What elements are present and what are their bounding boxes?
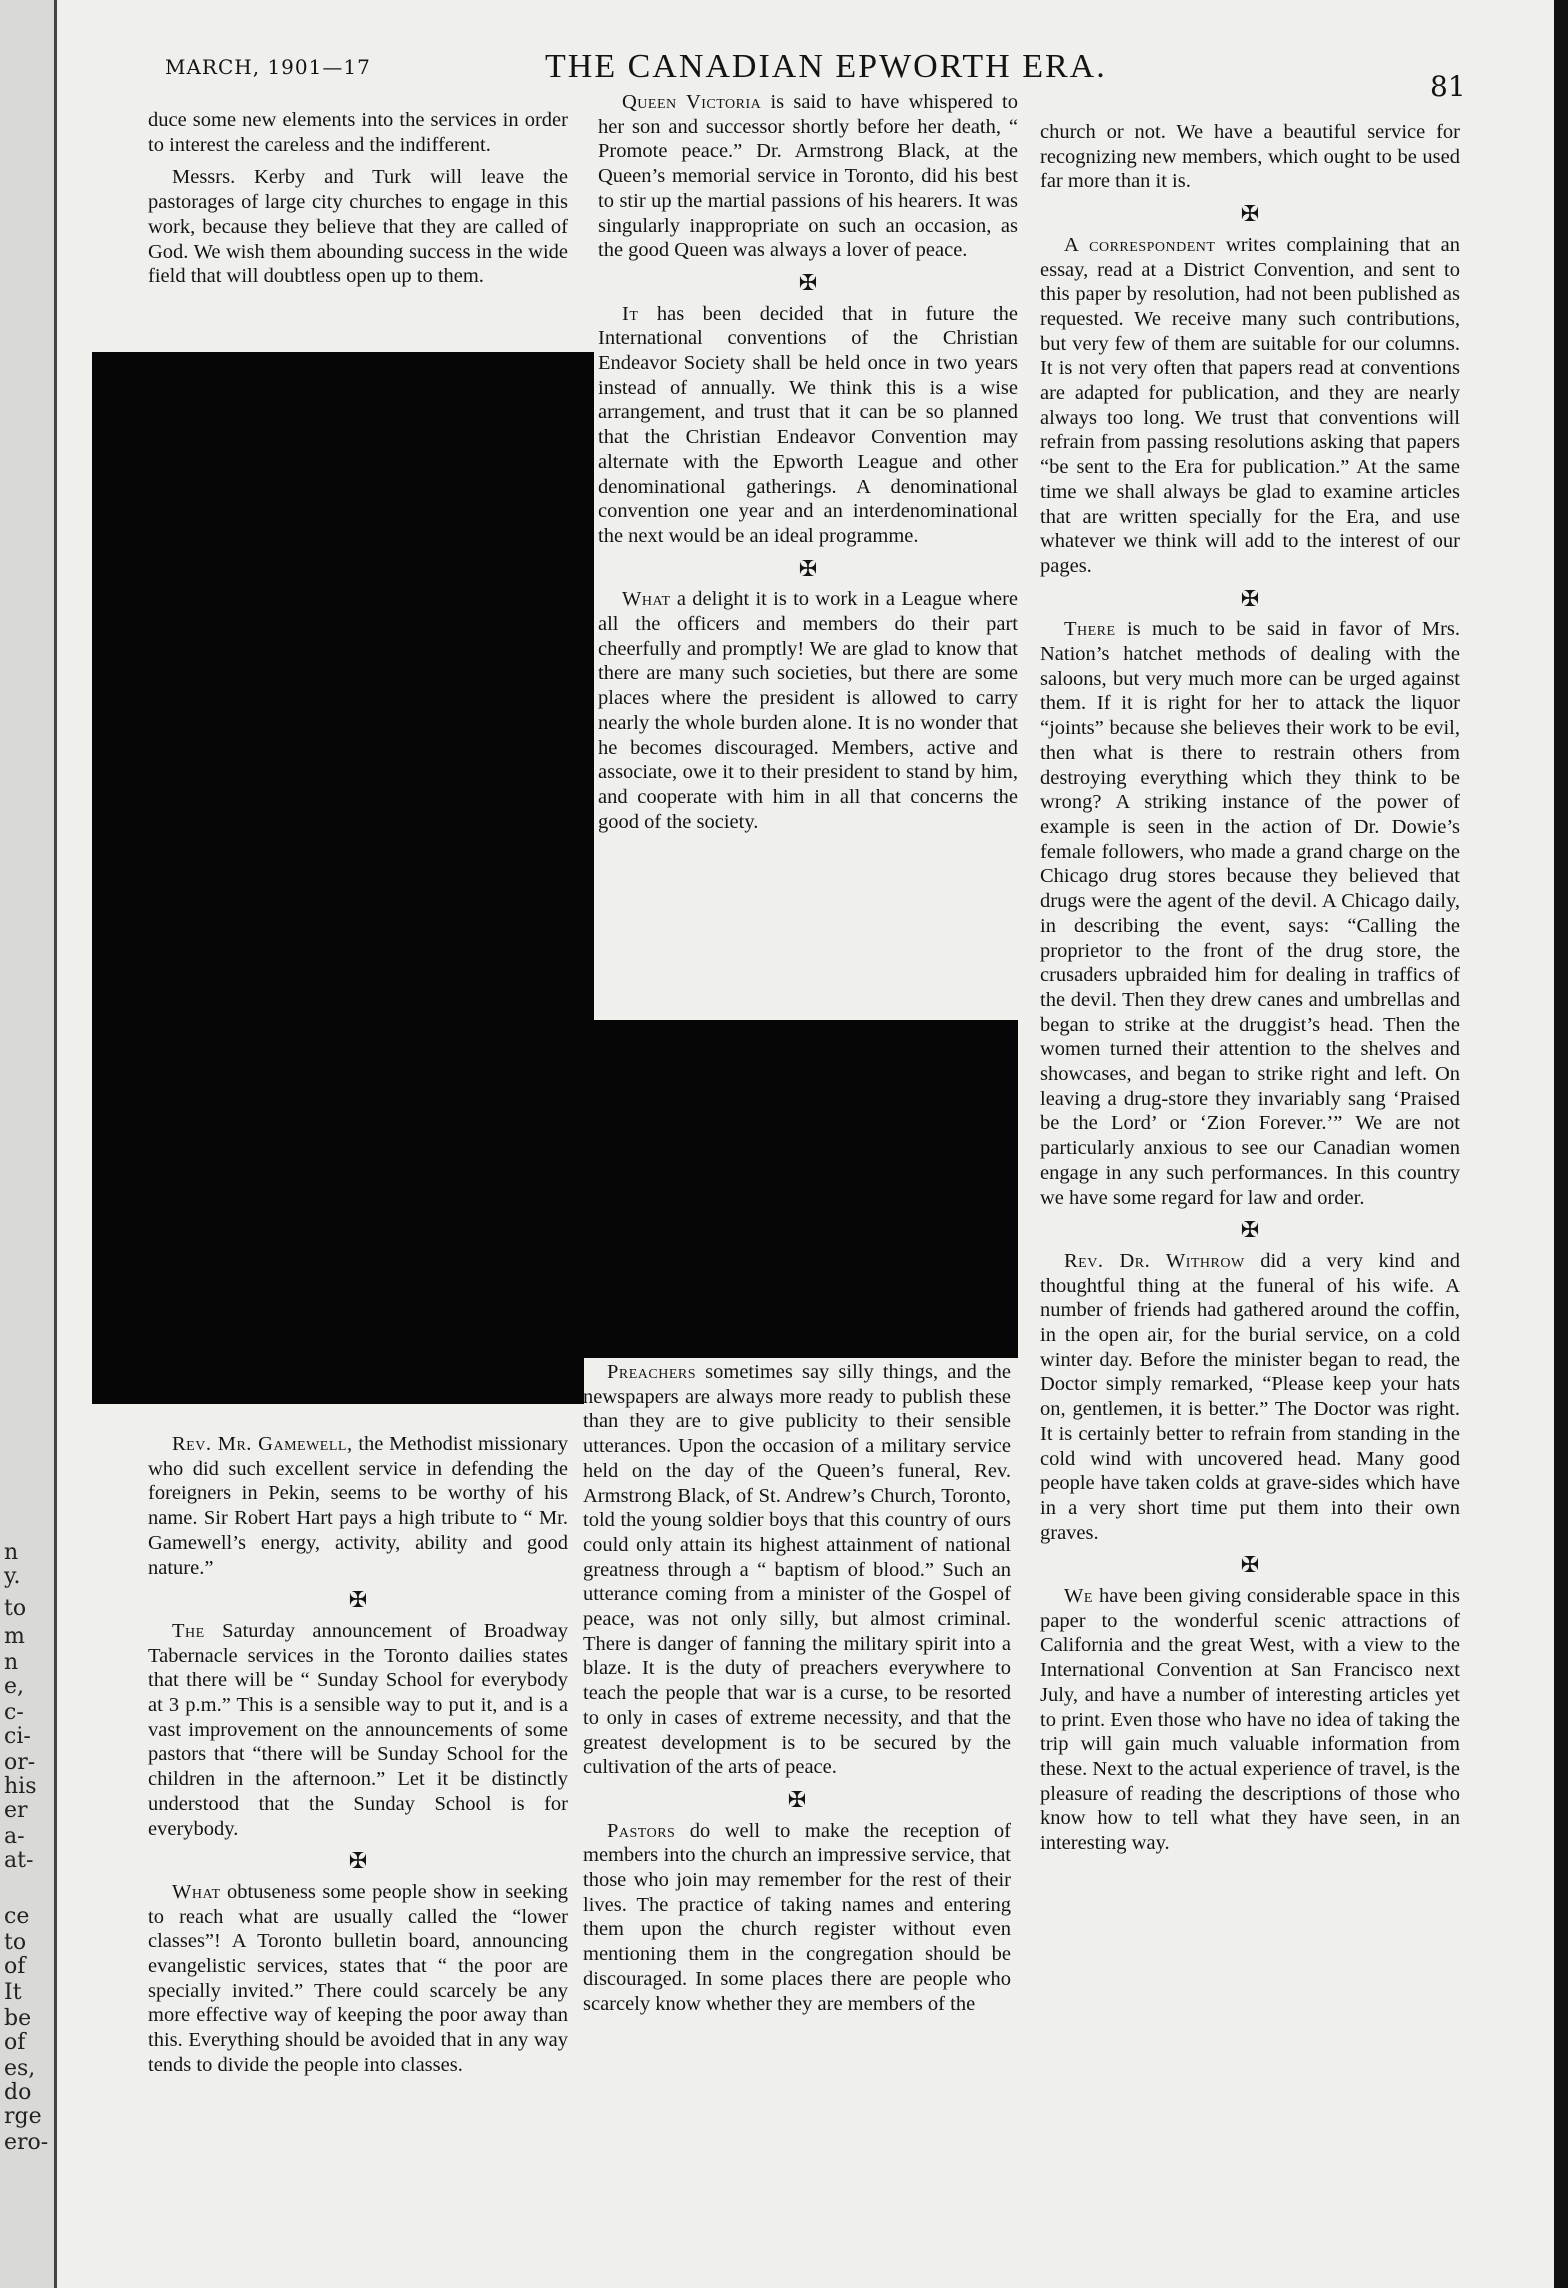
lead-words: There <box>1064 618 1116 641</box>
paragraph-text: a delight it is to work in a League where all the officers and members do their part cheerfully and promptly! We are glad to know that there are many such societies, but there are some places where the president is allowed to carry nearly the whole burden alone. It is no wonder that he becomes discouraged. Members, active and associate, owe it to their president to stand by him, and cooperate with him in all that concerns the good of the society. <box>598 588 1018 833</box>
previous-page-gutter <box>0 0 57 2288</box>
gutter-text-fragment: y. <box>4 1564 21 1589</box>
blackout-region-left <box>92 352 584 1404</box>
paragraph-text: has been decided that in future the International conventions of the Christian Endeavor Society shall be held once in two years instead of annually. We think this is a wise arrangement, and trust that it can be so planned that the Christian Endeavor Convention may alternate with the Epworth League and other denominational gatherings. A denominational convention one year and an interdenominational the next would be an ideal programme. <box>598 302 1018 547</box>
paragraph-text: is said to have whispered to her son and successor shortly before her death, “ Promote peace.” Dr. Armstrong Black, at the Queen’s memorial service in Toronto, did his best to stir up the martial passions of his hearers. It was singularly inappropriate on such an occasion, as the good Queen was always a lover of peace. <box>598 91 1018 262</box>
article-paragraph <box>1040 233 1460 579</box>
article-paragraph <box>148 1432 568 1580</box>
column-middle-top <box>598 90 1018 842</box>
gutter-text-fragment: e, <box>4 1674 25 1699</box>
article-paragraph <box>1040 617 1460 1210</box>
lead-words: The <box>172 1619 205 1642</box>
gutter-text-fragment: es, <box>4 2056 36 2081</box>
article-paragraph <box>583 1360 1011 1780</box>
column-middle-bottom <box>583 1360 1011 2024</box>
section-ornament: ✠ <box>1240 1552 1260 1578</box>
column-right <box>1040 120 1460 1864</box>
gutter-text-fragment: to <box>4 1930 27 1955</box>
lead-words: What <box>172 1880 221 1903</box>
gutter-text-fragment: n <box>4 1650 19 1675</box>
article-paragraph <box>148 1619 568 1841</box>
paragraph-text: writes complaining that an essay, read at a District Convention, and sent to this paper by resolution, had not been published as requested. We receive many such contributions, but very few of them are suitable for our columns. It is not very often that papers read at conventions are adapted for publication, and they are nearly always too long. We trust that conventions will refrain from passing resolutions asking that papers “be sent to the Era for publication.” At the same time we shall always be glad to examine articles that are written specially for the Era, and use whatever we think will add to the interest of our pages. <box>1040 233 1461 577</box>
paragraph-text: obtuseness some people show in seeking to reach what are usually called the “lower classes”! A Toronto bulletin board, announcing evangelistic services, states that “ the poor are specially invited.” There could scarcely be any more effective way of keeping the poor away than this. Everything should be avoided that in any way tends to divide the people into classes. <box>148 1880 568 2076</box>
article-paragraph <box>1040 1584 1460 1856</box>
paragraph-text: is much to be said in favor of Mrs. Nation’s hatchet methods of dealing with the saloons, but very much more can be urged against them. If it is right for her to attack the liquor “joints” because she believes their work to be evil, then what is there to restrain others from destroying everything which they think to be wrong? A striking instance of the power of example is seen in the action of Dr. Dowie’s female followers, who made a grand charge on the Chicago drug stores because they believed that drugs were the agent of the devil. A Chicago daily, in describing the event, says: “Calling the proprietor to the front of the drug store, the crusaders upbraided him for dealing in traffics of the devil. Then they drew canes and umbrellas and began to strike at the druggist’s head. Then the women turned their attention to the shelves and showcases, and began to strike right and left. On leaving a drug-store they invariably sang ‘Praised be the Lord’ or ‘Zion Forever.’” We are not particularly anxious to see our Canadian women engage in any such performances. In this country we have some regard for law and order. <box>1040 618 1460 1209</box>
section-ornament: ✠ <box>787 1786 807 1812</box>
section-ornament: ✠ <box>348 1848 368 1874</box>
column-left-top <box>148 108 568 297</box>
article-paragraph <box>598 302 1018 549</box>
article-paragraph <box>1040 1249 1460 1545</box>
paragraph-text: sometimes say silly things, and the newspapers are always more ready to publish these than they are to give publicity to their sensible utterances. Upon the occasion of a military service held on the day of the Queen’s funeral, Rev. Armstrong Black, of St. Andrew’s Church, Toronto, told the young soldier boys that this country of ours could only attain its highest attainment of national greatness through a “ baptism of blood.” Such an utterance coming from a minister of the Gospel of peace, was not only silly, but almost criminal. There is danger of fanning the military spirit into a blaze. It is the duty of preachers everywhere to teach the people that war is a curse, to be resorted to only in cases of extreme necessity, and that the greatest development is to be secured by the cultivation of the arts of peace. <box>583 1361 1011 1779</box>
paragraph-text: do well to make the reception of members into the church an impressive service, that those who join may remember for the rest of their lives. The practice of taking names and entering them upon the church register without even mentioning them in the congregation should be discouraged. In some places there are people who scarcely know whether they are members of the <box>583 1819 1011 2015</box>
gutter-text-fragment: be <box>4 2006 32 2031</box>
article-paragraph <box>148 1880 568 2078</box>
section-ornament: ✠ <box>348 1587 368 1613</box>
gutter-text-fragment: n <box>4 1540 19 1565</box>
gutter-text-fragment: of <box>4 2030 26 2055</box>
paragraph-text: church or not. We have a beautiful service for recognizing new members, which ought to be used far more than it is. <box>1040 121 1460 193</box>
paragraph-text: have been giving considerable space in this paper to the wonderful scenic attractions of California and the great West, with a view to the International Convention at San Francisco next July, and have a number of interesting articles yet to print. Even those who have no idea of taking the trip will gain much valuable information from these. Next to the actual experience of travel, is the pleasure of reading the descriptions of those who know how to tell what they have seen, in an interesting way. <box>1040 1585 1460 1855</box>
gutter-text-fragment: his <box>4 1774 37 1799</box>
section-ornament: ✠ <box>798 555 818 581</box>
gutter-text-fragment: m <box>4 1624 25 1649</box>
lead-words: We <box>1064 1585 1093 1608</box>
lead-words: Preachers <box>607 1361 697 1383</box>
article-paragraph <box>148 165 568 289</box>
section-ornament: ✠ <box>1240 1217 1260 1243</box>
paragraph-text: Messrs. Kerby and Turk will leave the pastorages of large city churches to engage in this work, because they believe that they are called of God. We wish them abounding success in the wide field that will doubtless open up to them. <box>148 166 568 288</box>
section-ornament: ✠ <box>798 269 818 295</box>
gutter-text-fragment: or- <box>4 1750 36 1775</box>
gutter-text-fragment: c- <box>4 1700 24 1725</box>
paragraph-text: duce some new elements into the services in order to interest the careless and the indifferent. <box>148 109 568 156</box>
article-paragraph <box>598 587 1018 834</box>
section-ornament: ✠ <box>1240 585 1260 611</box>
gutter-text-fragment: It <box>4 1980 22 2005</box>
article-paragraph <box>1040 120 1460 194</box>
lead-words: Queen Victoria <box>622 91 762 113</box>
page-edge-shadow <box>1554 0 1568 2288</box>
lead-words: It <box>622 302 639 325</box>
masthead-title: THE CANADIAN EPWORTH ERA. <box>545 48 1107 85</box>
paragraph-text: the Methodist missionary who did such excellent service in defending the foreigners in Pekin, seems to be worthy of his name. Sir Robert Hart pays a high tribute to “ Mr. Gamewell’s energy, activity, ability and good nature.” <box>148 1433 569 1579</box>
gutter-text-fragment: to <box>4 1596 27 1621</box>
lead-words: Pastors <box>607 1819 676 1842</box>
gutter-text-fragment: at- <box>4 1848 34 1873</box>
gutter-text-fragment: er <box>4 1798 28 1823</box>
gutter-text-fragment: of <box>4 1954 26 1979</box>
gutter-text-fragment: ero- <box>4 2130 49 2155</box>
gutter-text-fragment: rge <box>4 2104 42 2129</box>
gutter-text-fragment: ci- <box>4 1724 31 1749</box>
gutter-text-fragment: ce <box>4 1904 30 1929</box>
section-ornament: ✠ <box>1240 201 1260 227</box>
issue-date: MARCH, 1901—17 <box>165 55 371 79</box>
article-paragraph <box>598 90 1018 263</box>
lead-words: A correspondent <box>1064 233 1216 256</box>
paragraph-text: Saturday announcement of Broadway Tabernacle services in the Toronto dailies states that there will be “ Sunday School for everybody at 3 p.m.” This is a sensible way to put it, and is a vast improvement on the announcements of some pastors that “there will be Sunday School for the children in the afternoon.” Let it be distinctly understood that the Sunday School is for everybody. <box>148 1619 568 1840</box>
article-paragraph <box>148 108 568 157</box>
blackout-strip-top <box>584 352 594 1020</box>
blackout-region-middle <box>584 1020 1018 1358</box>
gutter-text-fragment: do <box>4 2080 32 2105</box>
page-number: 81 <box>1430 70 1466 103</box>
lead-words: What <box>622 588 671 611</box>
article-paragraph <box>583 1819 1011 2017</box>
column-left-bottom <box>148 1432 568 2086</box>
paragraph-text: did a very kind and thoughtful thing at the funeral of his wife. A number of friends had gathered around the coffin, in the open air, for the burial service, on a cold winter day. Before the minister began to read, the Doctor simply remarked, “Please keep your hats on, gentlemen, it is better.” The Doctor was right. It is certainly better to refrain from standing in the cold wind with uncovered head. Many good people have taken colds at grave-sides which have in a very short time put them into their own graves. <box>1040 1249 1460 1544</box>
lead-words: Rev. Mr. Gamewell, <box>172 1433 353 1455</box>
gutter-text-fragment: a- <box>4 1824 25 1849</box>
lead-words: Rev. Dr. Withrow <box>1064 1249 1245 1272</box>
